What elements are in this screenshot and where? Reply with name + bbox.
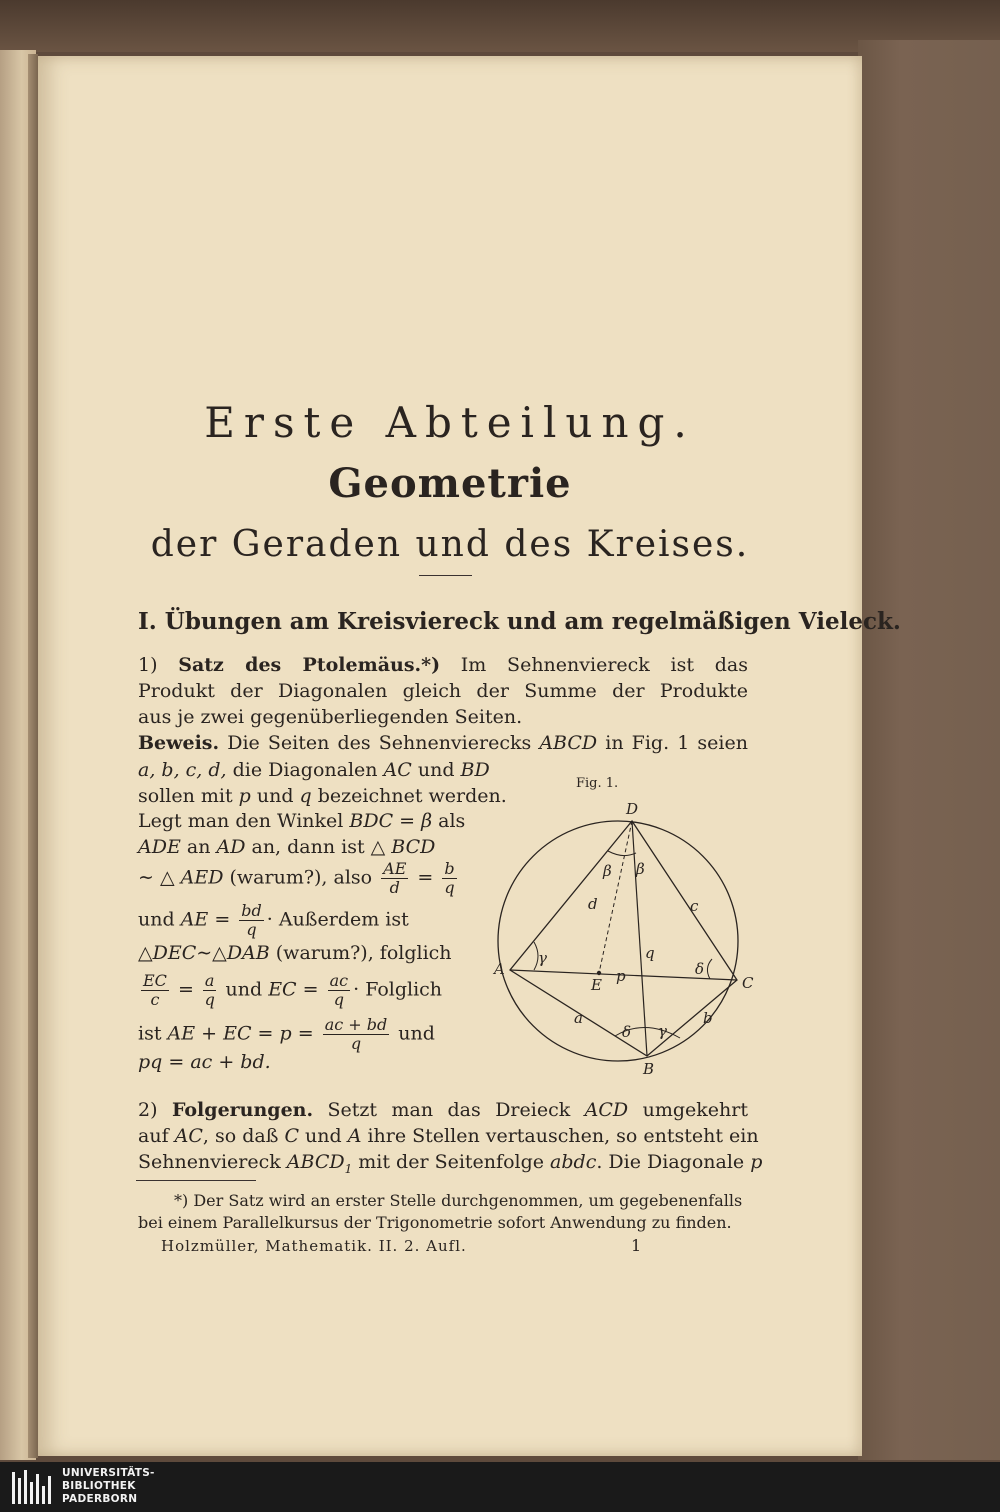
angle-arc-beta (608, 851, 636, 856)
text-run: ∼△ (196, 942, 227, 964)
text-run: an, dann ist △ (245, 836, 392, 858)
library-footer-bar (0, 1462, 1000, 1512)
section-heading: I. Übungen am Kreisviereck und am regelmäßigen Vieleck. (138, 608, 901, 635)
label-b-vertex: B (643, 1060, 655, 1078)
page-subtitle: der Geraden und des Kreises. (150, 524, 750, 565)
signature-line: Holzmüller, Mathematik. II. 2. Aufl. (161, 1237, 467, 1255)
proof-line-5 (138, 835, 435, 859)
math-run: abdc (550, 1151, 597, 1173)
library-logo-icon (10, 1468, 56, 1508)
library-name-line-1: UNIVERSITÄTS- (62, 1467, 155, 1479)
math-run: AC (174, 1125, 203, 1147)
text-run: (warum?), also (223, 866, 379, 889)
equals-sign: = (411, 866, 440, 889)
label-delta-1: δ (695, 960, 705, 978)
figure-caption: Fig. 1. (576, 776, 619, 791)
math-run: ADE (138, 836, 181, 858)
point-e (597, 971, 601, 975)
book-gutter (28, 54, 38, 1458)
math-run: DAB (226, 942, 270, 964)
math-run: AC (383, 759, 412, 781)
page-title: Geometrie (328, 460, 572, 507)
text-run: ist (138, 1022, 168, 1045)
proof-line-11: pq = ac + bd. (138, 1051, 271, 1073)
numerator: ac + bd (324, 1015, 388, 1034)
label-e-point: E (591, 976, 602, 994)
label-beta-1: β (603, 862, 612, 880)
numerator: bd (241, 901, 262, 920)
text-run: , so daß (202, 1125, 285, 1147)
label-d-side: d (588, 895, 598, 913)
paragraph-heading: Folgerungen. (171, 1099, 314, 1121)
math-run: BD (460, 759, 490, 781)
text-run: und (219, 978, 269, 1001)
library-name-line-2: BIBLIOTHEK (62, 1480, 136, 1492)
page-number: 1 (631, 1236, 642, 1255)
book-cover-top (0, 0, 1000, 52)
text-run: · Außerdem ist (266, 908, 409, 931)
label-q-diagonal: q (645, 944, 655, 962)
proof-line-9 (138, 972, 442, 1009)
book-page (38, 56, 901, 1456)
text-run: umgekehrt (628, 1099, 748, 1121)
math-run: p (238, 785, 251, 807)
text-run: Im Sehnenviereck ist das (440, 654, 748, 676)
equals-sign: = (291, 1022, 320, 1045)
subscript: 1 (344, 1161, 353, 1176)
label-a-side: a (574, 1009, 583, 1027)
proof-line-3 (138, 784, 507, 808)
theorem-name: Satz des Ptolemäus.*) (178, 654, 441, 676)
equals-sign: = (296, 978, 325, 1001)
label-beta-2: β (636, 860, 645, 878)
label-delta-2: δ (622, 1023, 632, 1041)
text-run: als (432, 810, 466, 832)
text-run: . Die Diagonale (596, 1151, 751, 1173)
proof-line-7 (138, 902, 409, 939)
math-run: C (284, 1125, 299, 1147)
item-number: 1) (138, 654, 179, 676)
math-run: ACD (584, 1099, 629, 1121)
label-gamma-2: γ (658, 1022, 667, 1040)
equals-sign: = (208, 908, 237, 931)
math-run: A (347, 1125, 362, 1147)
math-run: ABCD (286, 1151, 345, 1173)
proof-line-8 (138, 941, 452, 965)
numerator: a (204, 971, 215, 990)
paragraph-2-line-3 (138, 1150, 763, 1181)
math-run: AED (180, 866, 224, 889)
proof-line-1 (138, 731, 748, 755)
label-p-diagonal: p (616, 967, 626, 985)
fraction (328, 972, 351, 1009)
math-run: p (750, 1151, 763, 1173)
math-run: BCD (391, 836, 436, 858)
paragraph-1-line-1 (138, 653, 748, 677)
proof-line-6 (138, 860, 460, 897)
label-c-side: c (690, 897, 699, 915)
label-d-vertex: D (626, 800, 639, 818)
text-run: (warum?), folglich (269, 942, 452, 964)
math-run: DEC (152, 942, 197, 964)
denominator: q (444, 878, 455, 897)
denominator: d (389, 878, 400, 897)
fraction (141, 972, 169, 1009)
math-run: BDC = β (349, 810, 433, 832)
fraction (323, 1016, 390, 1053)
label-b-side: b (703, 1009, 713, 1027)
text-run: und (411, 759, 461, 781)
text-run: an (180, 836, 217, 858)
proof-line-2 (138, 758, 490, 782)
denominator: q (246, 920, 257, 939)
label-a-vertex: A (494, 960, 505, 978)
text-run: △ (138, 942, 153, 964)
label-c-vertex: C (742, 974, 754, 992)
math-run: AE + EC = p (167, 1022, 292, 1045)
text-run: die Diagonalen (226, 759, 384, 781)
library-name-line-3: PADERBORN (62, 1493, 138, 1505)
math-run: ABCD (539, 732, 598, 754)
paragraph-1-line-2: Produkt der Diagonalen gleich der Summe der Produkte (138, 680, 748, 702)
auxiliary-line-de (599, 821, 632, 973)
numerator: b (444, 859, 455, 878)
text-run: Sehnenviereck (138, 1151, 287, 1173)
fraction (442, 860, 456, 897)
fraction (203, 972, 217, 1009)
proof-line-10 (138, 1016, 435, 1053)
text-run: Legt man den Winkel (138, 810, 350, 832)
footnote-divider (136, 1180, 256, 1181)
text-run: und (298, 1125, 348, 1147)
denominator: q (204, 990, 215, 1009)
proof-line-4 (138, 809, 465, 833)
paragraph-2-line-2 (138, 1124, 759, 1148)
book-cover-right (858, 40, 1000, 1460)
title-divider (419, 575, 472, 576)
diagonal-bd (632, 821, 647, 1056)
text-run: und (392, 1022, 435, 1045)
label-gamma-1: γ (538, 949, 547, 967)
text-run: bezeichnet werden. (311, 785, 507, 807)
math-run: a, b, c, d, (138, 759, 227, 781)
text-run: ∼ △ (138, 866, 181, 889)
text-run: in Fig. 1 seien (597, 732, 748, 754)
text-run: mit der Seitenfolge (352, 1151, 551, 1173)
numerator: AE (383, 859, 407, 878)
fraction (239, 902, 263, 939)
text-run: und (250, 785, 300, 807)
denominator: q (333, 990, 344, 1009)
footnote-line-2: bei einem Parallelkursus der Trigonometrie sofort Anwendung zu finden. (138, 1213, 732, 1232)
paragraph-2-line-1 (138, 1098, 748, 1122)
library-name (62, 1467, 155, 1506)
angle-arc-delta (707, 959, 712, 979)
text-run: · Folglich (353, 978, 443, 1001)
item-number: 2) (138, 1099, 172, 1121)
text-run: und (138, 908, 181, 931)
text-run: Setzt man das Dreieck (313, 1099, 585, 1121)
text-run: ihre Stellen vertauschen, so entsteht ein (361, 1125, 759, 1147)
fraction (381, 860, 408, 897)
numerator: ac (329, 971, 349, 990)
text-run: Die Seiten des Sehnenvierecks (219, 732, 540, 754)
denominator: c (150, 990, 160, 1009)
math-run: q (299, 785, 312, 807)
math-run: AD (216, 836, 246, 858)
paragraph-1-line-3: aus je zwei gegenüberliegenden Seiten. (138, 706, 523, 728)
denominator: q (350, 1034, 362, 1053)
cyclic-quadrilateral-figure (490, 796, 754, 1078)
text-run: sollen mit (138, 785, 239, 807)
proof-label: Beweis. (138, 732, 220, 754)
math-run: EC (268, 978, 297, 1001)
footnote-line-1: *) Der Satz wird an erster Stelle durchgenommen, um gegebenenfalls (174, 1191, 743, 1210)
text-run: auf (138, 1125, 175, 1147)
division-title: Erste Abteilung. (204, 398, 696, 447)
numerator: EC (143, 971, 167, 990)
math-run: AE (180, 908, 209, 931)
equals-sign: = (171, 978, 200, 1001)
